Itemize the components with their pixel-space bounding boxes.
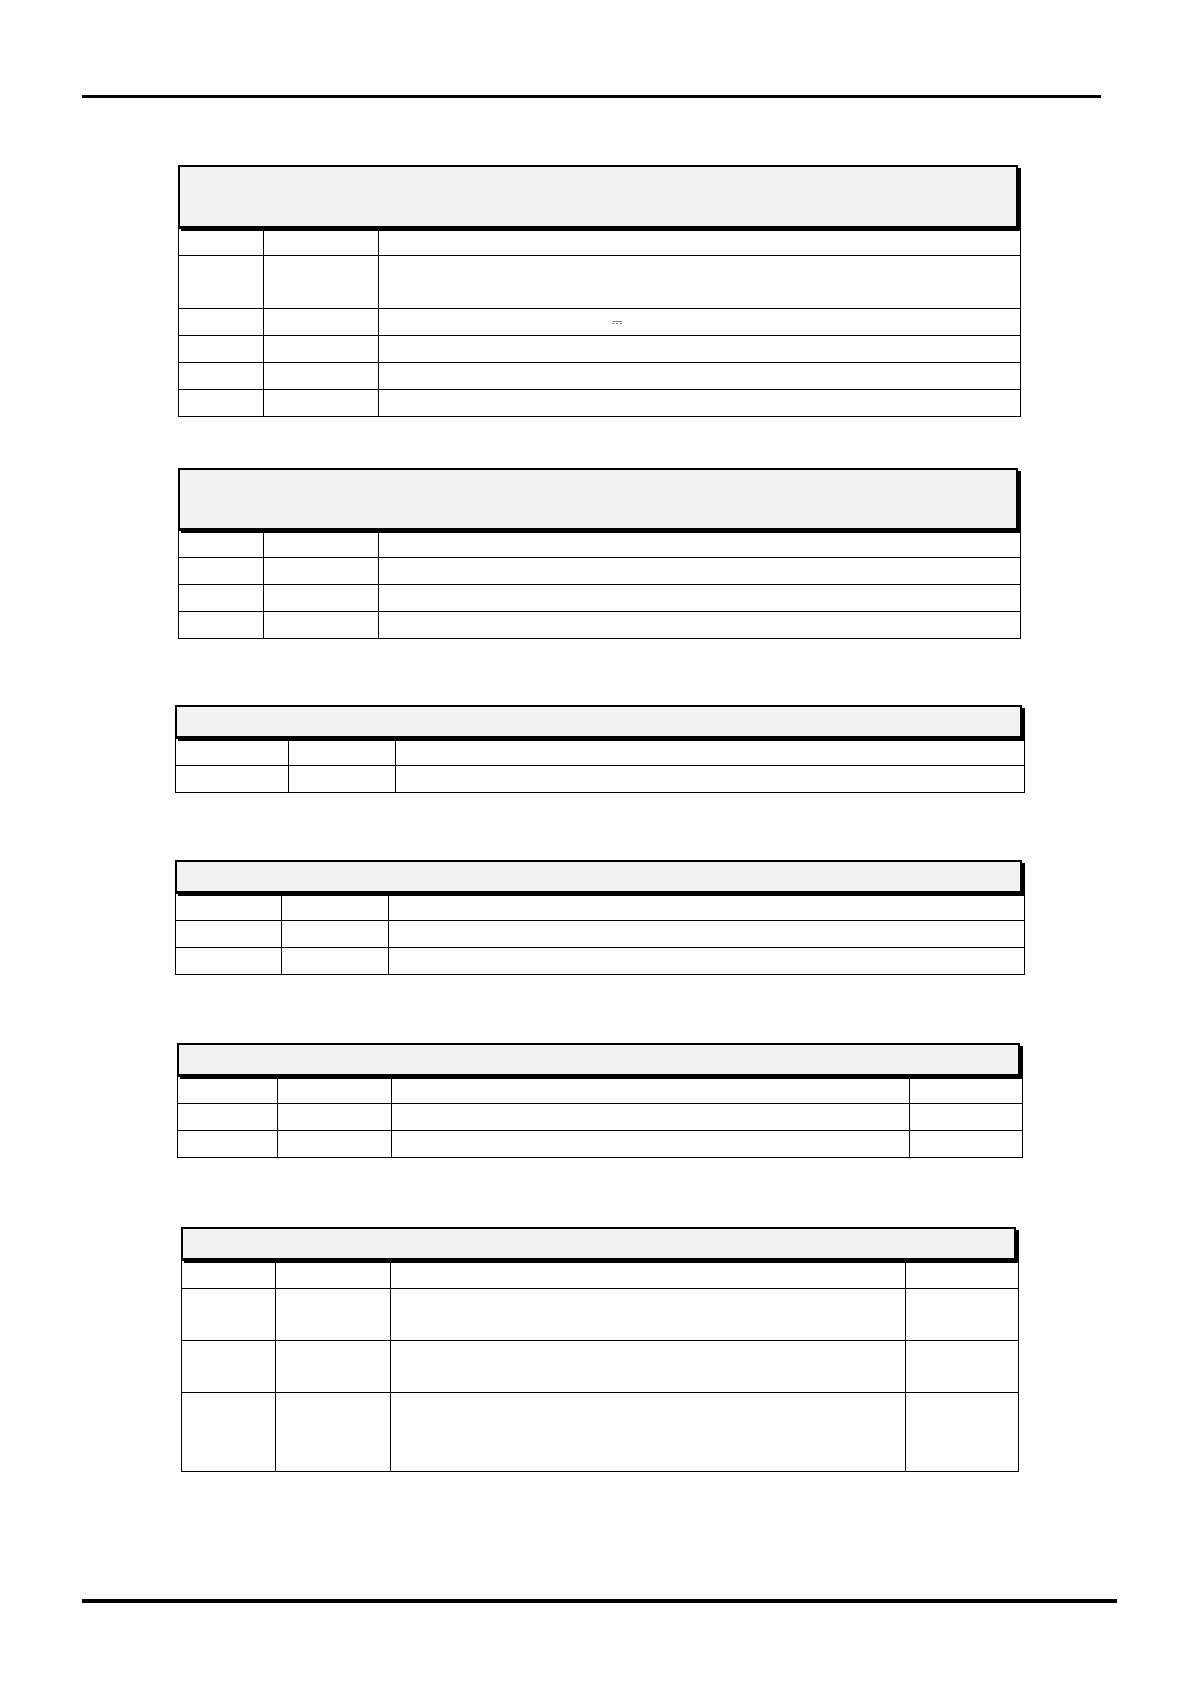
- table-header-4: [175, 860, 1022, 893]
- table-row: [178, 1077, 1023, 1104]
- dc-symbol-icon: ⎓: [612, 314, 622, 329]
- table-row: [179, 256, 1021, 309]
- table-header-5: [177, 1043, 1020, 1076]
- table-row: [179, 390, 1021, 417]
- header-rule: [82, 95, 1101, 98]
- table-row: [179, 363, 1021, 390]
- table-row: [179, 229, 1021, 256]
- spec-table-5: [177, 1043, 1023, 1158]
- table-row: [179, 336, 1021, 363]
- table-row: [179, 531, 1021, 558]
- table-row: [176, 894, 1025, 921]
- spec-table-2: [178, 468, 1021, 639]
- table-row: [176, 921, 1025, 948]
- table-row: [179, 309, 1021, 336]
- table-row: [176, 739, 1025, 766]
- table-row: [182, 1393, 1019, 1472]
- table-row: [179, 612, 1021, 639]
- spec-table-1: [178, 165, 1021, 417]
- spec-table-6: [181, 1227, 1019, 1472]
- table-row: [182, 1261, 1019, 1289]
- table-row: [176, 948, 1025, 975]
- table-header-3: [175, 705, 1022, 738]
- table-header-2: [178, 468, 1018, 530]
- table-row: [179, 585, 1021, 612]
- table-row: [178, 1131, 1023, 1158]
- footer-rule: [82, 1599, 1117, 1603]
- table-row: [176, 766, 1025, 793]
- table-header-1: [178, 165, 1018, 228]
- table-row: [182, 1341, 1019, 1393]
- spec-table-4: [175, 860, 1025, 975]
- spec-table-3: [175, 705, 1025, 793]
- table-row: [179, 558, 1021, 585]
- table-row: [182, 1289, 1019, 1341]
- table-header-6: [181, 1227, 1016, 1260]
- table-row: [178, 1104, 1023, 1131]
